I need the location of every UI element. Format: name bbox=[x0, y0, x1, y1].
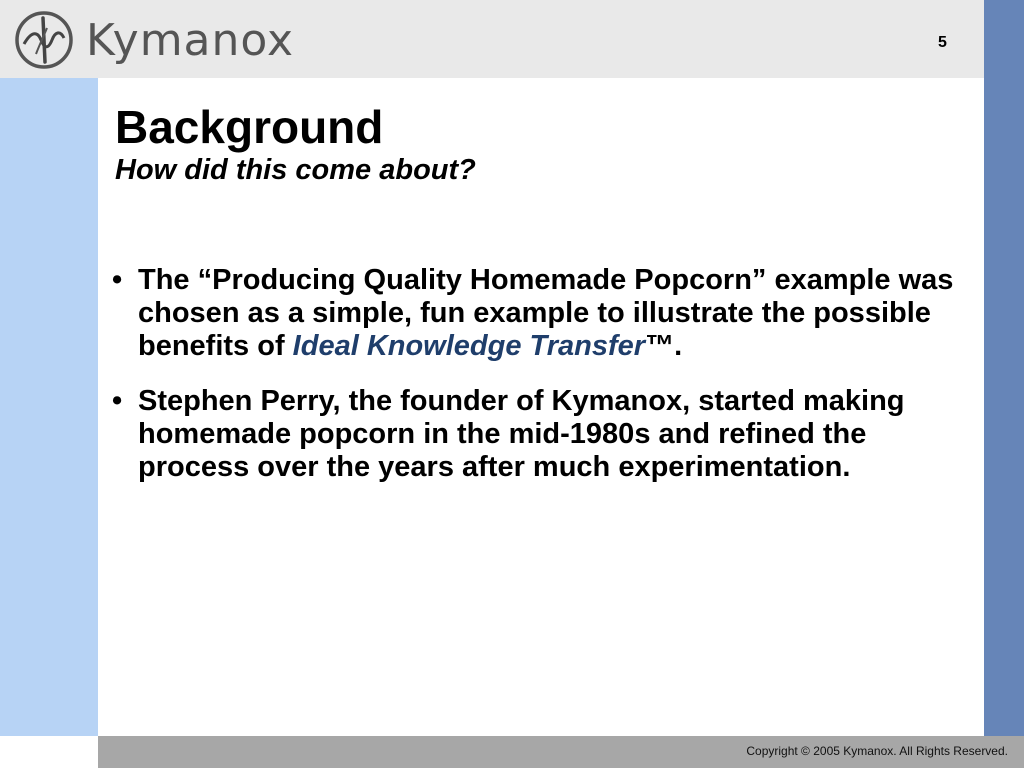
bullet-trail: ™. bbox=[645, 330, 683, 362]
bullet-item bbox=[112, 385, 962, 484]
bullet-list bbox=[112, 264, 962, 506]
slide-title: Background bbox=[115, 101, 384, 153]
copyright-notice: Copyright © 2005 Kymanox. All Rights Reserved. bbox=[746, 744, 1008, 758]
slide-number: 5 bbox=[938, 34, 947, 51]
brand-name: Kymanox bbox=[86, 14, 295, 66]
bullet-dot-icon: • bbox=[112, 264, 123, 296]
slide-subtitle: How did this come about? bbox=[115, 154, 476, 186]
kymanox-logo-icon bbox=[14, 10, 74, 70]
slide-footer bbox=[98, 736, 1024, 768]
bullet-text: The “Producing Quality Homemade Popcorn” example was chosen as a simple, fun example to illustrate the possible benefits of bbox=[138, 264, 954, 362]
bullet-emphasis: Ideal Knowledge Transfer bbox=[292, 330, 646, 362]
left-decor-band bbox=[0, 78, 98, 736]
slide-body bbox=[98, 78, 984, 736]
brand-logo bbox=[14, 10, 294, 70]
slide-header bbox=[0, 0, 984, 78]
bullet-dot-icon: • bbox=[112, 385, 123, 417]
bullet-item bbox=[112, 264, 962, 363]
bullet-text: Stephen Perry, the founder of Kymanox, started making homemade popcorn in the mid-1980s and refined the process over the years after much experimentation. bbox=[138, 385, 905, 483]
right-decor-band bbox=[984, 0, 1024, 768]
